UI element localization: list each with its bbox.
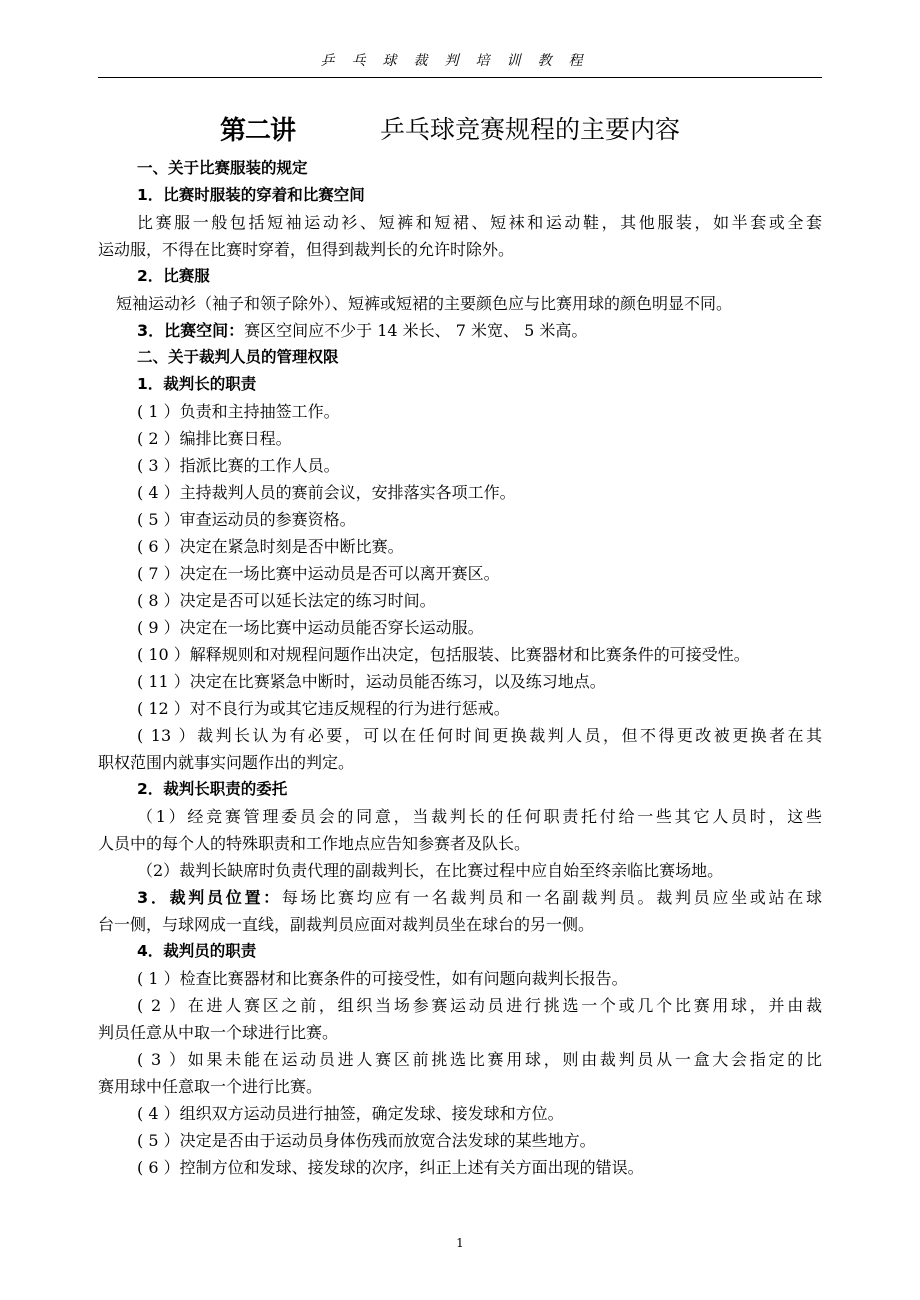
list-item: ( 5 ）审查运动员的参赛资格。 [137, 510, 356, 529]
subsection-heading: 1．裁判长的职责 [137, 375, 257, 393]
paragraph-line: 人员中的每个人的特殊职责和工作地点应告知参赛者及队长。 [98, 834, 531, 853]
subsection-heading: 2．裁判长职责的委托 [137, 780, 288, 798]
list-item: ( 3 ）指派比赛的工作人员。 [137, 456, 340, 475]
lecture-main-title: 乒乓球竞赛规程的主要内容 [380, 115, 681, 144]
paragraph-line: （1）经竞赛管理委员会的同意，当裁判长的任何职责托付给一些其它人员时，这些 [137, 807, 822, 826]
list-item: ( 9 ）决定在一场比赛中运动员能否穿长运动服。 [137, 618, 484, 637]
list-item: ( 5 ）决定是否由于运动员身体伤残而放宽合法发球的某些地方。 [137, 1131, 596, 1150]
paragraph-line: （2）裁判长缺席时负责代理的副裁判长，在比赛过程中应自始至终亲临比赛场地。 [137, 861, 724, 880]
list-item-continuation: 职权范围内就事实问题作出的判定。 [98, 753, 355, 772]
subsection-heading: 2．比赛服 [137, 267, 210, 285]
list-item: ( 7 ）决定在一场比赛中运动员是否可以离开赛区。 [137, 564, 500, 583]
list-item: ( 1 ）检查比赛器材和比赛条件的可接受性，如有问题向裁判长报告。 [137, 969, 628, 988]
lecture-number: 第二讲 [220, 116, 296, 146]
lecture-title [0, 110, 920, 146]
list-item: ( 11 ）决定在比赛紧急中断时，运动员能否练习，以及练习地点。 [137, 672, 606, 691]
list-item: ( 8 ）决定是否可以延长法定的练习时间。 [137, 591, 436, 610]
list-item: ( 6 ）决定在紧急时刻是否中断比赛。 [137, 537, 404, 556]
list-item: ( 10 ）解释规则和对规程问题作出决定，包括服装、比赛器材和比赛条件的可接受性。 [137, 645, 750, 664]
paragraph-line: 运动服，不得在比赛时穿着，但得到裁判长的允许时除外。 [98, 240, 515, 259]
inline-text: 每场比赛均应有一名裁判员和一名副裁判员。裁判员应坐或站在球 [281, 888, 822, 907]
paragraph-line [98, 317, 822, 344]
document-body [98, 155, 822, 1181]
list-item: ( 4 ）主持裁判人员的赛前会议，安排落实各项工作。 [137, 483, 516, 502]
list-item: ( 1 ）负责和主持抽签工作。 [137, 402, 340, 421]
list-item: ( 6 ）控制方位和发球、接发球的次序，纠正上述有关方面出现的错误。 [137, 1158, 644, 1177]
paragraph-line [98, 884, 822, 911]
list-item: ( 2 ）在进人赛区之前，组织当场参赛运动员进行挑选一个或几个比赛用球，并由裁 [137, 996, 822, 1015]
list-item-continuation: 判员任意从中取一个球进行比赛。 [98, 1023, 339, 1042]
page-number: 1 [456, 1236, 464, 1250]
subsection-heading: 1．比赛时服装的穿着和比赛空间 [137, 186, 365, 204]
section-heading: 二、关于裁判人员的管理权限 [137, 348, 339, 366]
inline-label: 3．比赛空间： [137, 321, 245, 340]
paragraph-line: 比赛服一般包括短袖运动衫、短裤和短裙、短袜和运动鞋，其他服装，如半套或全套 [137, 213, 822, 232]
subsection-heading: 4．裁判员的职责 [137, 942, 257, 960]
list-item: ( 2 ）编排比赛日程。 [137, 429, 292, 448]
list-item-continuation: 赛用球中任意取一个进行比赛。 [98, 1077, 323, 1096]
inline-text: 赛区空间应不少于 14 米长、 7 米宽、 5 米高。 [244, 321, 588, 340]
list-item: ( 12 ）对不良行为或其它违反规程的行为进行惩戒。 [137, 699, 510, 718]
running-header: 乒乓球裁判培训教程 [320, 53, 600, 69]
inline-label: 3．裁判员位置： [137, 888, 282, 907]
list-item: ( 3 ）如果未能在运动员进人赛区前挑选比赛用球，则由裁判员从一盒大会指定的比 [137, 1050, 822, 1069]
list-item: ( 4 ）组织双方运动员进行抽签，确定发球、接发球和方位。 [137, 1104, 564, 1123]
section-heading: 一、关于比赛服装的规定 [137, 159, 308, 177]
paragraph-line: 台一侧，与球网成一直线，副裁判员应面对裁判员坐在球台的另一侧。 [98, 915, 595, 934]
list-item: ( 13 ）裁判长认为有必要，可以在任何时间更换裁判人员，但不得更改被更换者在其 [137, 726, 822, 745]
paragraph-line: 短袖运动衫（袖子和领子除外）、短裤或短裙的主要颜色应与比赛用球的颜色明显不同。 [116, 294, 733, 313]
header-rule [98, 77, 822, 78]
